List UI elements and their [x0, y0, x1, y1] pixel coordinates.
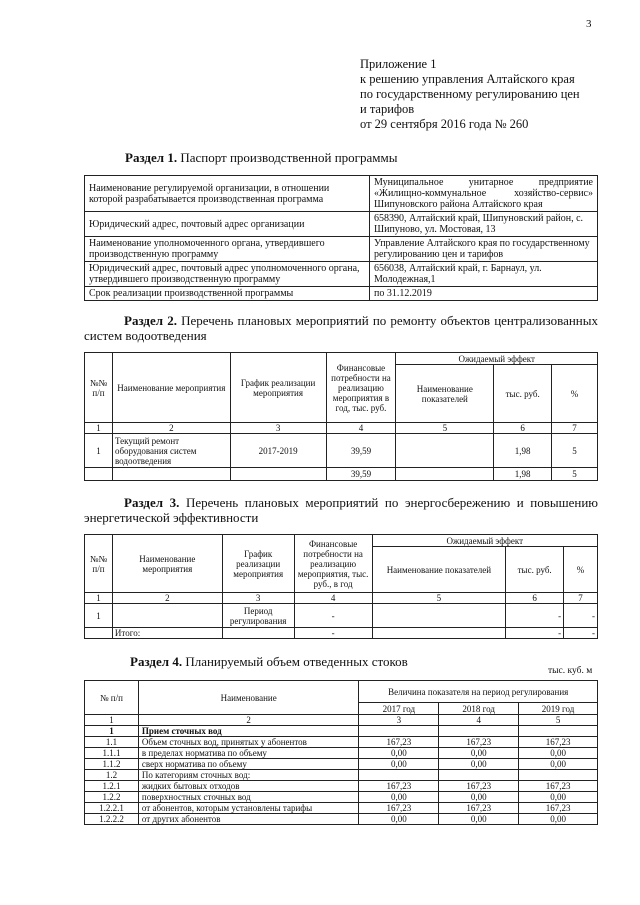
- row-name: Итого:: [112, 628, 222, 639]
- column-number: 4: [326, 423, 396, 434]
- header-schedule: График реализации мероприятия: [222, 535, 294, 593]
- column-number: 5: [519, 715, 598, 726]
- section4-title: [130, 654, 408, 669]
- column-number: 7: [564, 593, 598, 604]
- section-prefix: Раздел 2.: [124, 313, 177, 328]
- passport-value: по 31.12.2019: [370, 287, 598, 301]
- column-number: 4: [439, 715, 519, 726]
- table-row: [85, 759, 598, 770]
- header-percent: %: [564, 547, 598, 593]
- row-num: [85, 628, 113, 639]
- passport-label: Наименование регулируемой организации, в отношении которой разрабатывается производственная программа: [85, 176, 370, 212]
- row-name: Прием сточных вод: [138, 726, 359, 737]
- row-value: [359, 770, 439, 781]
- column-number: 1: [85, 715, 139, 726]
- row-value: [519, 770, 598, 781]
- page-number: 3: [586, 18, 592, 30]
- row-value: 0,00: [439, 792, 519, 803]
- row-value: [519, 726, 598, 737]
- header-indicators: Наименование показателей: [372, 547, 506, 593]
- table-row: [85, 814, 598, 825]
- row-num: 1.2.2: [85, 792, 139, 803]
- units-label: тыс. куб. м: [548, 666, 593, 676]
- column-number: 7: [552, 423, 598, 434]
- header-name: Наименование: [138, 681, 359, 715]
- table-row: [85, 770, 598, 781]
- row-num: 1: [85, 726, 139, 737]
- row-value: 0,00: [359, 792, 439, 803]
- row-value: [439, 726, 519, 737]
- row-num: 1.1.2: [85, 759, 139, 770]
- table-row: [85, 737, 598, 748]
- row-name: жидких бытовых отходов: [138, 781, 359, 792]
- row-value: 167,23: [359, 737, 439, 748]
- row-name: от других абонентов: [138, 814, 359, 825]
- column-number: 5: [396, 423, 494, 434]
- row-num: 1.2.2.1: [85, 803, 139, 814]
- row-finance: -: [294, 628, 372, 639]
- table-row: [85, 792, 598, 803]
- row-num: 1: [85, 434, 113, 468]
- passport-label: Наименование уполномоченного органа, утвердившего производственную программу: [85, 237, 370, 262]
- section-prefix: Раздел 1.: [125, 150, 178, 165]
- header-num: №№ п/п: [85, 535, 113, 593]
- header-effect: Ожидаемый эффект: [396, 353, 598, 365]
- section-title-text: Перечень плановых мероприятий по энергосбережению и повышению энергетической эффективности: [84, 495, 598, 525]
- row-value: 167,23: [359, 781, 439, 792]
- table-row: [85, 781, 598, 792]
- table-total-row: [85, 628, 598, 639]
- column-number: 2: [138, 715, 359, 726]
- row-num: 1.1: [85, 737, 139, 748]
- passport-label: Юридический адрес, почтовый адрес организации: [85, 212, 370, 237]
- row-value: 167,23: [439, 781, 519, 792]
- row-name: поверхностных сточных вод: [138, 792, 359, 803]
- row-thousand: -: [506, 604, 564, 628]
- header-thousand: тыс. руб.: [506, 547, 564, 593]
- row-indicators: [372, 604, 506, 628]
- row-value: 167,23: [519, 737, 598, 748]
- row-schedule: 2017-2019: [230, 434, 326, 468]
- section1-title: [125, 150, 397, 165]
- passport-value: 658390, Алтайский край, Шипуновский район, с. Шипуново, ул. Мостовая, 13: [370, 212, 598, 237]
- row-schedule: [222, 628, 294, 639]
- passport-label: Срок реализации производственной программы: [85, 287, 370, 301]
- row-num: 1.2: [85, 770, 139, 781]
- row-value: 0,00: [519, 814, 598, 825]
- header-thousand: тыс. руб.: [494, 365, 552, 423]
- row-name: По категориям сточных вод:: [138, 770, 359, 781]
- row-value: 0,00: [519, 759, 598, 770]
- header-effect: Ожидаемый эффект: [372, 535, 597, 547]
- row-name: Объем сточных вод, принятых у абонентов: [138, 737, 359, 748]
- appendix-line: Приложение 1: [360, 57, 437, 71]
- column-number: 2: [112, 423, 230, 434]
- row-value: 167,23: [519, 803, 598, 814]
- table-row: [85, 726, 598, 737]
- row-name: от абонентов, которым установлены тарифы: [138, 803, 359, 814]
- section3-title: [84, 495, 598, 525]
- row-name: в пределах норматива по объему: [138, 748, 359, 759]
- table-header-row: [85, 535, 598, 547]
- table-total-row: [85, 468, 598, 481]
- column-number: 2: [112, 593, 222, 604]
- column-number-row: [85, 423, 598, 434]
- row-num: 1.2.1: [85, 781, 139, 792]
- energy-measures-table: [84, 534, 598, 639]
- header-year: 2019 год: [519, 703, 598, 715]
- section-title-text: Паспорт производственной программы: [180, 150, 398, 165]
- table-row: [85, 748, 598, 759]
- row-name: [112, 468, 230, 481]
- column-number: 3: [222, 593, 294, 604]
- row-finance: 39,59: [326, 468, 396, 481]
- header-finance: Финансовые потребности на реализацию мероприятия в год, тыс. руб.: [326, 353, 396, 423]
- passport-table: [84, 175, 598, 301]
- row-thousand: -: [506, 628, 564, 639]
- table-header-row: [85, 353, 598, 365]
- row-finance: 39,59: [326, 434, 396, 468]
- repair-measures-table: [84, 352, 598, 481]
- row-value: 0,00: [359, 814, 439, 825]
- passport-value: Управление Алтайского края по государственному регулированию цен и тарифов: [370, 237, 598, 262]
- row-value: 0,00: [439, 748, 519, 759]
- section-prefix: Раздел 4.: [130, 654, 183, 669]
- row-value: 0,00: [359, 759, 439, 770]
- column-number: 3: [359, 715, 439, 726]
- row-percent: 5: [552, 434, 598, 468]
- row-percent: 5: [552, 468, 598, 481]
- row-value: 167,23: [359, 803, 439, 814]
- row-num: [85, 468, 113, 481]
- table-row: [85, 434, 598, 468]
- row-schedule: Период регулирования: [222, 604, 294, 628]
- row-value: [439, 770, 519, 781]
- row-indicators: [372, 628, 506, 639]
- column-number: 6: [506, 593, 564, 604]
- column-number: 1: [85, 423, 113, 434]
- section-prefix: Раздел 3.: [124, 495, 180, 510]
- row-value: 0,00: [359, 748, 439, 759]
- passport-value: 656038, Алтайский край, г. Барнаул, ул. Молодежная,1: [370, 262, 598, 287]
- column-number: 6: [494, 423, 552, 434]
- header-year: 2017 год: [359, 703, 439, 715]
- row-value: 0,00: [439, 814, 519, 825]
- table-row: [85, 287, 598, 301]
- section-title-text: Перечень плановых мероприятий по ремонту объектов централизованных систем водоотведения: [84, 313, 598, 343]
- column-number-row: [85, 715, 598, 726]
- row-value: 167,23: [519, 781, 598, 792]
- appendix-line: по государственному регулированию цен: [360, 87, 580, 101]
- appendix-header: [360, 57, 630, 132]
- row-name: сверх норматива по объему: [138, 759, 359, 770]
- row-num: 1: [85, 604, 113, 628]
- header-schedule: График реализации мероприятия: [230, 353, 326, 423]
- table-row: [85, 176, 598, 212]
- row-value: 0,00: [519, 748, 598, 759]
- header-num: №№ п/п: [85, 353, 113, 423]
- header-year: 2018 год: [439, 703, 519, 715]
- row-value: 0,00: [519, 792, 598, 803]
- row-value: 167,23: [439, 803, 519, 814]
- row-thousand: 1,98: [494, 434, 552, 468]
- header-name: Наименование мероприятия: [112, 353, 230, 423]
- row-name: [112, 604, 222, 628]
- row-percent: -: [564, 628, 598, 639]
- row-value: [359, 726, 439, 737]
- column-number: 1: [85, 593, 113, 604]
- appendix-line: к решению управления Алтайского края: [360, 72, 575, 86]
- column-number: 4: [294, 593, 372, 604]
- header-percent: %: [552, 365, 598, 423]
- table-header-row: [85, 681, 598, 703]
- table-row: [85, 237, 598, 262]
- header-indicators: Наименование показателей: [396, 365, 494, 423]
- row-indicators: [396, 434, 494, 468]
- section-title-text: Планируемый объем отведенных стоков: [185, 654, 408, 669]
- row-num: 1.1.1: [85, 748, 139, 759]
- row-schedule: [230, 468, 326, 481]
- passport-value: Муниципальное унитарное предприятие «Жилищно-коммунальное хозяйство-сервис» Шипуновского района Алтайского края: [370, 176, 598, 212]
- header-name: Наименование мероприятия: [112, 535, 222, 593]
- appendix-line: и тарифов: [360, 102, 415, 116]
- row-thousand: 1,98: [494, 468, 552, 481]
- row-num: 1.2.2.2: [85, 814, 139, 825]
- column-number: 5: [372, 593, 506, 604]
- row-value: 0,00: [439, 759, 519, 770]
- table-row: [85, 803, 598, 814]
- row-name: Текущий ремонт оборудования систем водоотведения: [112, 434, 230, 468]
- appendix-line: от 29 сентября 2016 года № 260: [360, 117, 529, 131]
- column-number-row: [85, 593, 598, 604]
- header-period: Величина показателя на период регулирования: [359, 681, 598, 703]
- row-finance: -: [294, 604, 372, 628]
- table-row: [85, 212, 598, 237]
- table-row: [85, 262, 598, 287]
- row-value: 167,23: [439, 737, 519, 748]
- header-finance: Финансовые потребности на реализацию мероприятия, тыс. руб., в год: [294, 535, 372, 593]
- row-percent: -: [564, 604, 598, 628]
- table-row: [85, 604, 598, 628]
- passport-label: Юридический адрес, почтовый адрес уполномоченного органа, утвердившего производственную программу: [85, 262, 370, 287]
- row-indicators: [396, 468, 494, 481]
- header-num: № п/п: [85, 681, 139, 715]
- section2-title: [84, 313, 598, 343]
- column-number: 3: [230, 423, 326, 434]
- wastewater-volume-table: [84, 680, 598, 825]
